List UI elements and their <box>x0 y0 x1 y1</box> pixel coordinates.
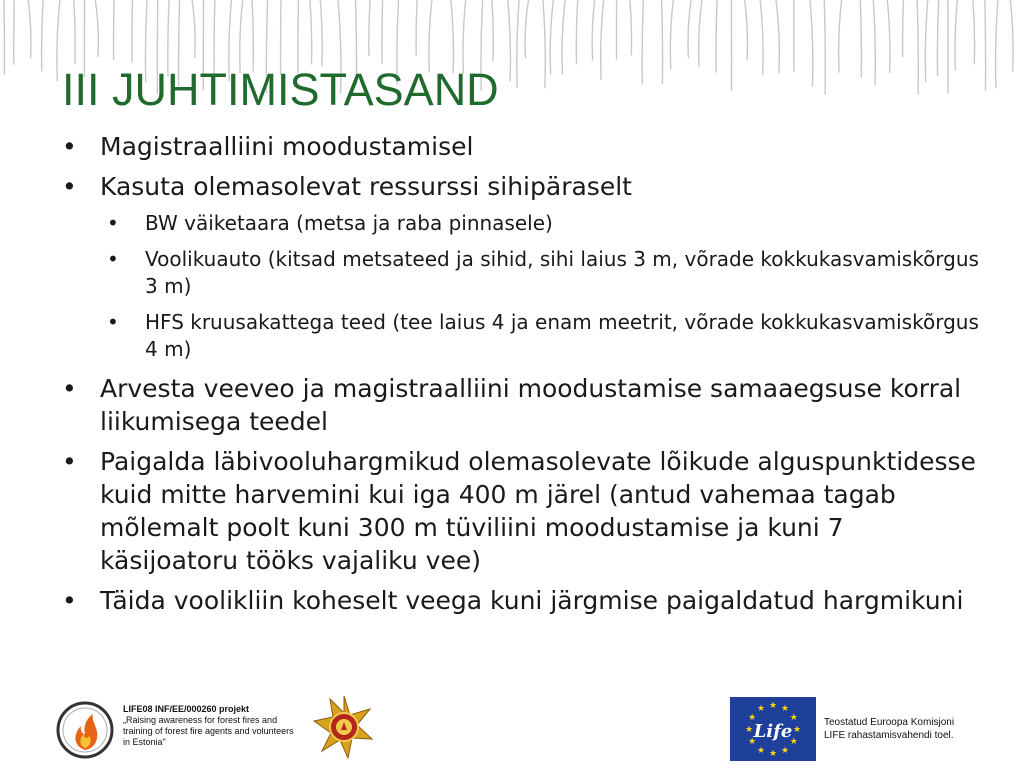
grass-stroke <box>716 0 717 73</box>
grass-stroke <box>760 0 763 75</box>
grass-stroke <box>860 0 861 77</box>
grass-stroke <box>543 0 545 88</box>
slide-title: III JUHTIMISTASAND <box>62 64 499 115</box>
fire-logo-icon <box>55 700 115 760</box>
grass-stroke <box>240 0 243 73</box>
grass-stroke <box>996 0 998 88</box>
grass-stroke <box>985 0 986 91</box>
grass-stroke <box>699 0 702 67</box>
grass-stroke <box>576 0 577 64</box>
eu-life-logo-text: Life <box>753 721 793 742</box>
grass-stroke <box>192 0 195 58</box>
grass-stroke <box>873 0 875 85</box>
grass-stroke <box>839 0 842 73</box>
funding-info <box>824 716 1024 742</box>
grass-stroke <box>310 0 312 65</box>
bullet-item: • Paigalda läbivooluhargmikud olemasolevate lõikude alguspunktidesse kuid mitte harvemini kui iga 400 m järel (antud vahemaa tagab mõlemalt poolt kuni 300 m tüviliini moodustamise ja kuni 7 käsijoatoru tööks vajaliku vee) <box>62 445 982 577</box>
grass-stroke <box>592 0 594 61</box>
eu-star-icon: ★ <box>789 737 798 747</box>
bullet-item: • Kasuta olemasolevat ressurssi sihipäraselt <box>62 170 982 203</box>
grass-stroke <box>463 0 466 74</box>
bullet-list <box>62 130 982 617</box>
sub-bullet-item: • BW väiketaara (metsa ja raba pinnasele) <box>62 210 982 237</box>
grass-stroke <box>525 0 528 58</box>
project-description: „Raising awareness for forest fires and training of forest fire agents and volunteers in Estonia" <box>123 715 294 747</box>
eu-star-icon: ★ <box>756 745 766 756</box>
grass-stroke <box>925 0 927 82</box>
grass-stroke <box>824 0 825 95</box>
eu-star-icon: ★ <box>768 749 778 759</box>
sub-bullet-group <box>62 210 982 363</box>
grass-stroke <box>662 0 663 84</box>
grass-stroke <box>451 0 454 73</box>
eu-star-icon: ★ <box>756 704 766 715</box>
grass-stroke <box>252 0 253 72</box>
grass-stroke <box>688 0 691 58</box>
grass-stroke <box>550 0 553 75</box>
funding-line-1: Teostatud Euroopa Komisjoni <box>824 717 955 728</box>
grass-stroke <box>955 0 957 71</box>
grass-stroke <box>74 0 75 64</box>
funding-line-2: LIFE rahastamisvahendi toel. <box>824 730 954 741</box>
grass-stroke <box>508 0 511 81</box>
sub-bullet-item: • HFS kruusakattega teed (tee laius 4 ja enam meetrit, võrade kokkukasvamiskõrgus 4 m) <box>62 309 982 363</box>
grass-stroke <box>937 0 938 76</box>
grass-stroke <box>670 0 673 69</box>
grass-stroke <box>887 0 890 73</box>
project-info <box>123 704 303 748</box>
slide-content <box>62 130 982 624</box>
grass-stroke <box>95 0 98 57</box>
grass-stroke <box>42 0 44 71</box>
eu-life-logo-icon <box>730 697 816 761</box>
grass-stroke <box>973 0 975 64</box>
grass-stroke <box>562 0 565 75</box>
eu-star-icon: ★ <box>780 704 790 715</box>
grass-stroke <box>776 0 779 73</box>
eu-star-icon: ★ <box>768 701 778 711</box>
grass-stroke <box>903 0 904 57</box>
grass-stroke <box>429 0 432 73</box>
project-code: LIFE08 INF/EE/000260 projekt <box>123 704 250 714</box>
eu-star-icon: ★ <box>744 725 754 735</box>
rescue-emblem-icon <box>308 694 380 760</box>
sub-bullet-item: • Voolikuauto (kitsad metsateed ja sihid, sihi laius 3 m, võrade kokkukasvamiskõrgus 3 m) <box>62 246 982 300</box>
grass-stroke <box>382 0 383 64</box>
bullet-item: • Arvesta veeveo ja magistraalliini moodustamise samaaegsuse korral liikumisega teedel <box>62 372 982 438</box>
grass-stroke <box>492 0 493 61</box>
grass-stroke <box>320 0 322 66</box>
grass-stroke <box>369 0 370 56</box>
grass-stroke <box>810 0 813 87</box>
bullet-item: • Täida voolikliin koheselt veega kuni järgmise paigaldatud hargmikuni <box>62 584 982 617</box>
eu-star-icon: ★ <box>780 745 790 756</box>
grass-stroke <box>57 0 60 81</box>
grass-stroke <box>28 0 31 58</box>
eu-star-icon: ★ <box>748 737 757 747</box>
grass-stroke <box>745 0 748 60</box>
grass-stroke <box>917 0 918 95</box>
bullet-item: • Magistraalliini moodustamisel <box>62 130 982 163</box>
grass-stroke <box>601 0 604 80</box>
grass-stroke <box>1010 0 1013 72</box>
grass-stroke <box>132 0 133 63</box>
grass-stroke <box>642 0 643 85</box>
eu-star-icon: ★ <box>748 713 757 723</box>
eu-star-icon: ★ <box>789 713 798 723</box>
grass-stroke <box>416 0 417 55</box>
eu-star-icon: ★ <box>792 725 802 735</box>
grass-stroke <box>517 0 519 88</box>
grass-stroke <box>630 0 632 55</box>
